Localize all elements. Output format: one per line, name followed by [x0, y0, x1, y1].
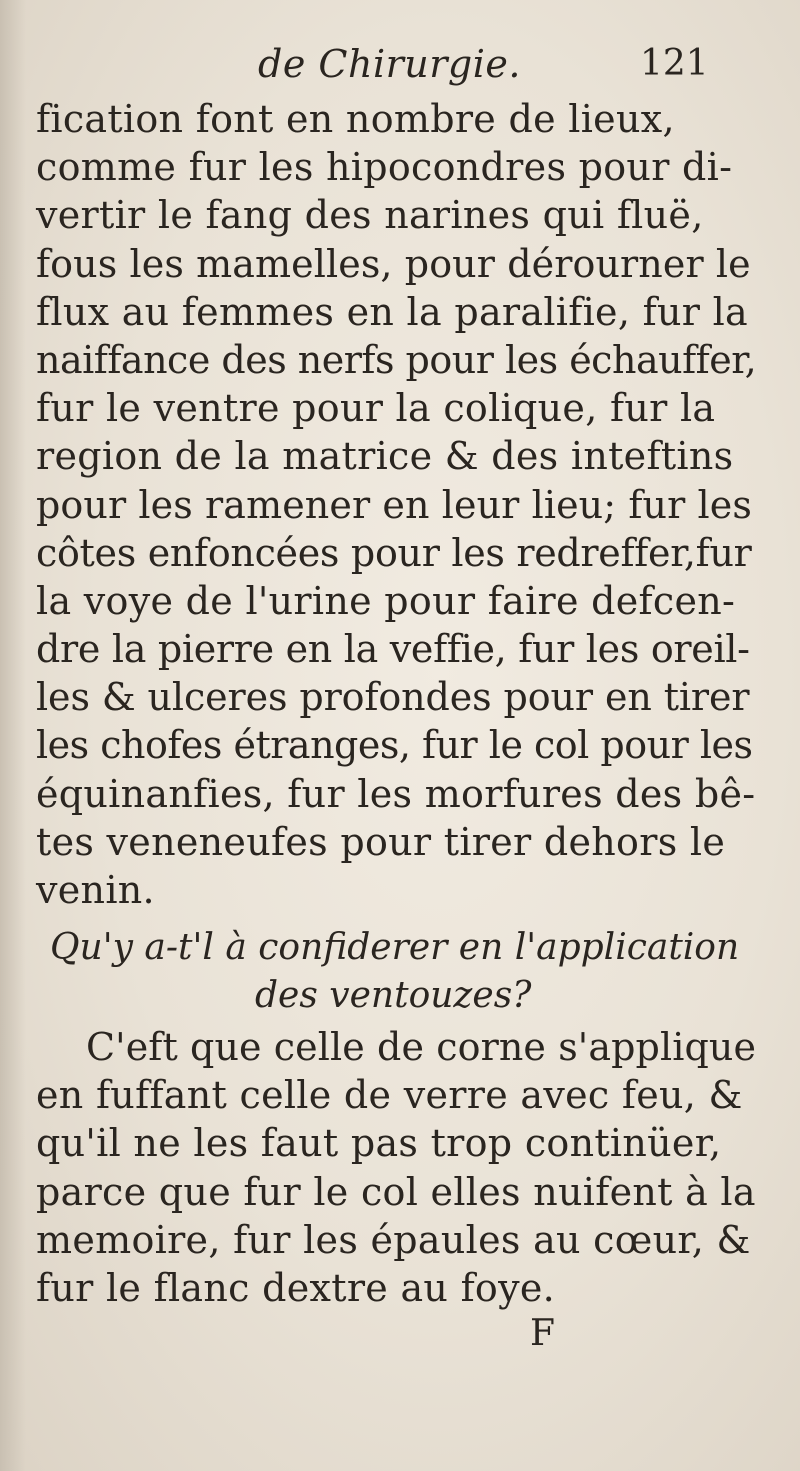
text-line: fur le flanc dextre au foye.	[36, 1265, 556, 1310]
question-heading	[50, 924, 750, 1020]
text-line: les & ulceres profondes pour en tirer	[36, 675, 750, 720]
text-line: vertir le fang des narines qui fluë,	[36, 193, 704, 238]
text-line: naiffance des nerfs pour les échauffer,	[36, 337, 757, 382]
signature-mark: F	[530, 1313, 555, 1354]
text-line: flux au femmes en la paralifie, fur la	[36, 289, 748, 334]
text-line: dre la pierre en la veffie, fur les oreil-	[36, 627, 750, 672]
text-line: parce que fur le col elles nuifent à la	[36, 1169, 756, 1214]
question-line: des ventouzes?	[255, 975, 532, 1016]
text-line: les chofes étranges, fur le col pour les	[36, 723, 753, 768]
text-line: côtes enfoncées pour les redreffer,fur	[36, 530, 752, 575]
question-line: Qu'y a-t'l à confiderer en l'application	[50, 927, 740, 968]
text-line: qu'il ne les faut pas trop continüer,	[36, 1121, 722, 1166]
body-paragraph	[36, 95, 757, 914]
page-header	[0, 38, 800, 98]
text-line: tes veneneufes pour tirer dehors le	[36, 819, 726, 864]
page-number: 121	[640, 43, 709, 84]
text-line: region de la matrice & des inteftins	[36, 434, 734, 479]
text-line: C'eft que celle de corne s'applique	[86, 1025, 757, 1069]
text-line: pour les ramener en leur lieu; fur les	[36, 482, 752, 527]
text-line: memoire, fur les épaules au cœur, &	[36, 1217, 751, 1262]
gutter-shadow	[0, 0, 26, 1471]
text-line: fur le ventre pour la colique, fur la	[36, 386, 716, 431]
text-line: équinanfies, fur les morfures des bê-	[36, 771, 756, 816]
text-line: la voye de l'urine pour faire defcen-	[36, 578, 736, 623]
running-head: de Chirurgie.	[258, 42, 521, 86]
answer-paragraph	[36, 1023, 757, 1312]
text-line: en fuffant celle de verre avec feu, &	[36, 1073, 743, 1118]
text-line: fication font en nombre de lieux,	[36, 97, 675, 141]
text-line: venin.	[36, 868, 155, 912]
text-line: comme fur les hipocondres pour di-	[36, 145, 733, 190]
text-line: fous les mamelles, pour dérourner le	[36, 241, 751, 286]
